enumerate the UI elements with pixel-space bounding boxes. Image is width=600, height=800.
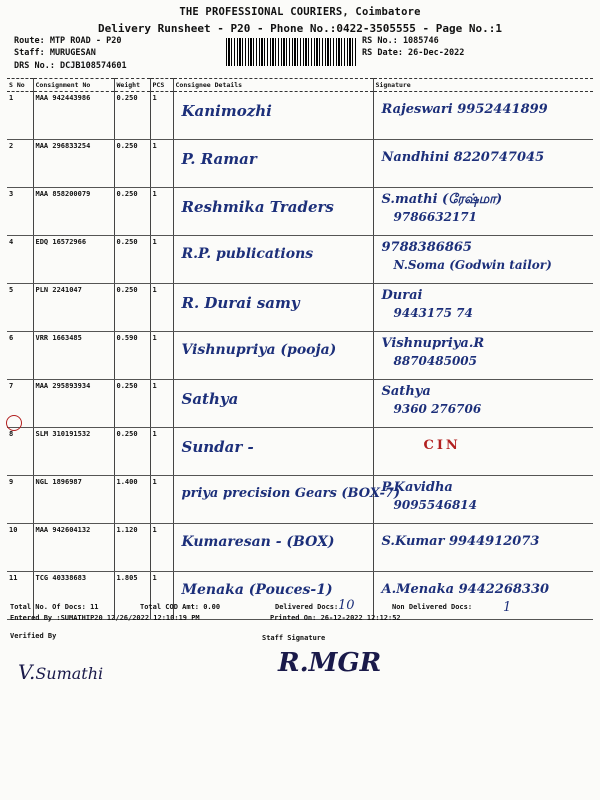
row-sno: 11 [7,572,33,620]
row-weight: 0.250 [114,140,150,188]
row-signature-cell [373,188,593,236]
row-consignment-no: MAA 858200079 [33,188,114,236]
row-consignee-cell [173,236,373,284]
signature-phone: 9095546814 [393,498,477,512]
entered-by: Entered By :SUMATHIP20 12/26/2022 12:10:19 PM [10,614,200,622]
table-row [7,524,593,572]
table-row [7,92,593,140]
row-consignment-no: EDQ 16572966 [33,236,114,284]
row-sno: 10 [7,524,33,572]
signature-text: S.Kumar 9944912073 [381,534,540,549]
row-weight: 0.590 [114,332,150,380]
signature-phone: N.Soma (Godwin tailor) [393,258,552,272]
signature-text: Nandhini 8220747045 [381,150,545,165]
consignee-name: Kumaresan - (BOX) [181,534,335,550]
consignee-name: Menaka (Pouces-1) [181,582,333,598]
table-row [7,332,593,380]
col-weight: Weight [114,79,150,92]
consignee-name: P. Ramar [181,150,257,168]
table-row [7,140,593,188]
non-delivered-docs: Non Delivered Docs: [392,603,473,611]
row-weight: 0.250 [114,188,150,236]
col-pcs: PCS [150,79,173,92]
signature-phone: 9360 276706 [393,402,482,416]
staff: Staff: MURUGESAN [14,48,96,58]
row-pcs: 1 [150,284,173,332]
row-consignment-no: PLN 2241047 [33,284,114,332]
consignee-name: R.P. publications [181,246,314,262]
row-consignment-no: SLM 310191532 [33,428,114,476]
row-consignee-cell [173,476,401,524]
col-sno: S No [7,79,33,92]
rs-number: RS No.: 1085746 [362,36,439,46]
row-sno: 2 [7,140,33,188]
row-consignment-no: MAA 295893934 [33,380,114,428]
row-consignee-cell [173,188,373,236]
signature-text: S.mathi (ரேஷ்மா) [381,192,503,207]
consignee-name: Sathya [181,390,239,408]
table-row [7,284,593,332]
row-consignee-cell [173,92,373,140]
row-pcs: 1 [150,524,173,572]
signature-text: Vishnupriya.R [381,336,485,351]
total-cod: Total COD Amt: 0.00 [140,603,221,611]
row-consignment-no: MAA 296833254 [33,140,114,188]
rs-date: RS Date: 26-Dec-2022 [362,48,465,58]
row-signature-cell [373,332,593,380]
row-pcs: 1 [150,428,173,476]
consignee-name: Reshmika Traders [181,198,334,216]
col-consignment: Consignment No [33,79,114,92]
row-weight: 0.250 [114,92,150,140]
staff-signature-mark: R.MGR [278,648,382,678]
consignee-name: priya precision Gears (BOX-7) [181,486,401,501]
table-row [7,476,593,524]
signature-text: Durai [381,288,423,303]
row-weight: 0.250 [114,236,150,284]
row-sno: 5 [7,284,33,332]
row-signature-cell [373,284,593,332]
row-weight: 1.805 [114,572,150,620]
row-signature-cell [373,428,593,476]
row-consignment-no: MAA 942443986 [33,92,114,140]
non-delivered-count: 1 [503,600,512,615]
verified-by-label: Verified By [10,632,57,640]
runsheet-title: Delivery Runsheet - P20 - Phone No.:0422-3505555 - Page No.:1 [98,22,502,35]
signature-text: A.Menaka 9442268330 [381,582,550,597]
row-pcs: 1 [150,236,173,284]
row-pcs: 1 [150,572,173,620]
row-consignment-no: NGL 1896987 [33,476,114,524]
consignee-name: Sundar - [181,438,254,456]
row-pcs: 1 [150,92,173,140]
row-weight: 1.120 [114,524,150,572]
total-docs: Total No. Of Docs: 11 [10,603,99,611]
row-sno: 4 [7,236,33,284]
row-signature-cell [373,236,593,284]
row-consignee-cell [173,428,373,476]
row-weight: 0.250 [114,380,150,428]
row-sno: 7 [7,380,33,428]
table-header [7,79,593,92]
table-row [7,188,593,236]
row-pcs: 1 [150,380,173,428]
drs-number: DRS No.: DCJB108574601 [14,61,127,71]
row-signature-cell [373,140,593,188]
company-title: THE PROFESSIONAL COURIERS, Coimbatore [179,6,421,18]
consignee-name: R. Durai samy [181,294,300,312]
row-consignee-cell [173,380,373,428]
row-consignee-cell [173,332,373,380]
row-sno: 9 [7,476,33,524]
row-pcs: 1 [150,188,173,236]
row-consignment-no: VRR 1663485 [33,332,114,380]
row-weight: 0.250 [114,428,150,476]
table-row [7,236,593,284]
signature-text: CIN [423,438,461,453]
row-signature-cell [373,92,593,140]
row-pcs: 1 [150,140,173,188]
col-signature: Signature [373,79,593,92]
table-row [7,428,593,476]
signature-phone: 8870485005 [393,354,477,368]
signature-text: P.Kavidha [381,480,453,495]
signature-phone: 9443175 74 [393,306,473,320]
row-consignment-no: MAA 942604132 [33,524,114,572]
consignee-name: Kanimozhi [181,102,272,120]
printed-on: Printed On: 26-12-2022 12:12:52 [270,614,401,622]
row-sno: 8 [7,428,33,476]
row-consignee-cell [173,524,373,572]
consignment-table [7,78,593,620]
table-row [7,380,593,428]
consignee-name: Vishnupriya (pooja) [181,342,337,358]
row-signature-cell [373,524,593,572]
col-consignee: Consignee Details [173,79,373,92]
delivered-docs: Delivered Docs: [275,603,339,611]
row-consignee-cell [173,140,373,188]
row-consignee-cell [173,284,373,332]
row-signature-cell [373,572,593,620]
staff-signature-label: Staff Signature [262,634,326,642]
barcode [226,38,356,66]
row-signature-cell [373,380,593,428]
row-sno: 1 [7,92,33,140]
row-8-mark [6,415,22,431]
row-consignment-no: TCG 40338683 [33,572,114,620]
row-pcs: 1 [150,476,173,524]
delivered-count: 10 [338,598,355,613]
route: Route: MTP ROAD - P20 [14,36,122,46]
signature-text: Rajeswari 9952441899 [381,102,548,117]
verifier-signature: V.Sumathi [18,660,104,684]
row-weight: 1.400 [114,476,150,524]
row-sno: 3 [7,188,33,236]
signature-text: Sathya [381,384,431,399]
signature-text: 9788386865 [381,240,472,255]
row-pcs: 1 [150,332,173,380]
signature-phone: 9786632171 [393,210,477,224]
row-sno: 6 [7,332,33,380]
row-signature-cell [373,476,593,524]
row-weight: 0.250 [114,284,150,332]
